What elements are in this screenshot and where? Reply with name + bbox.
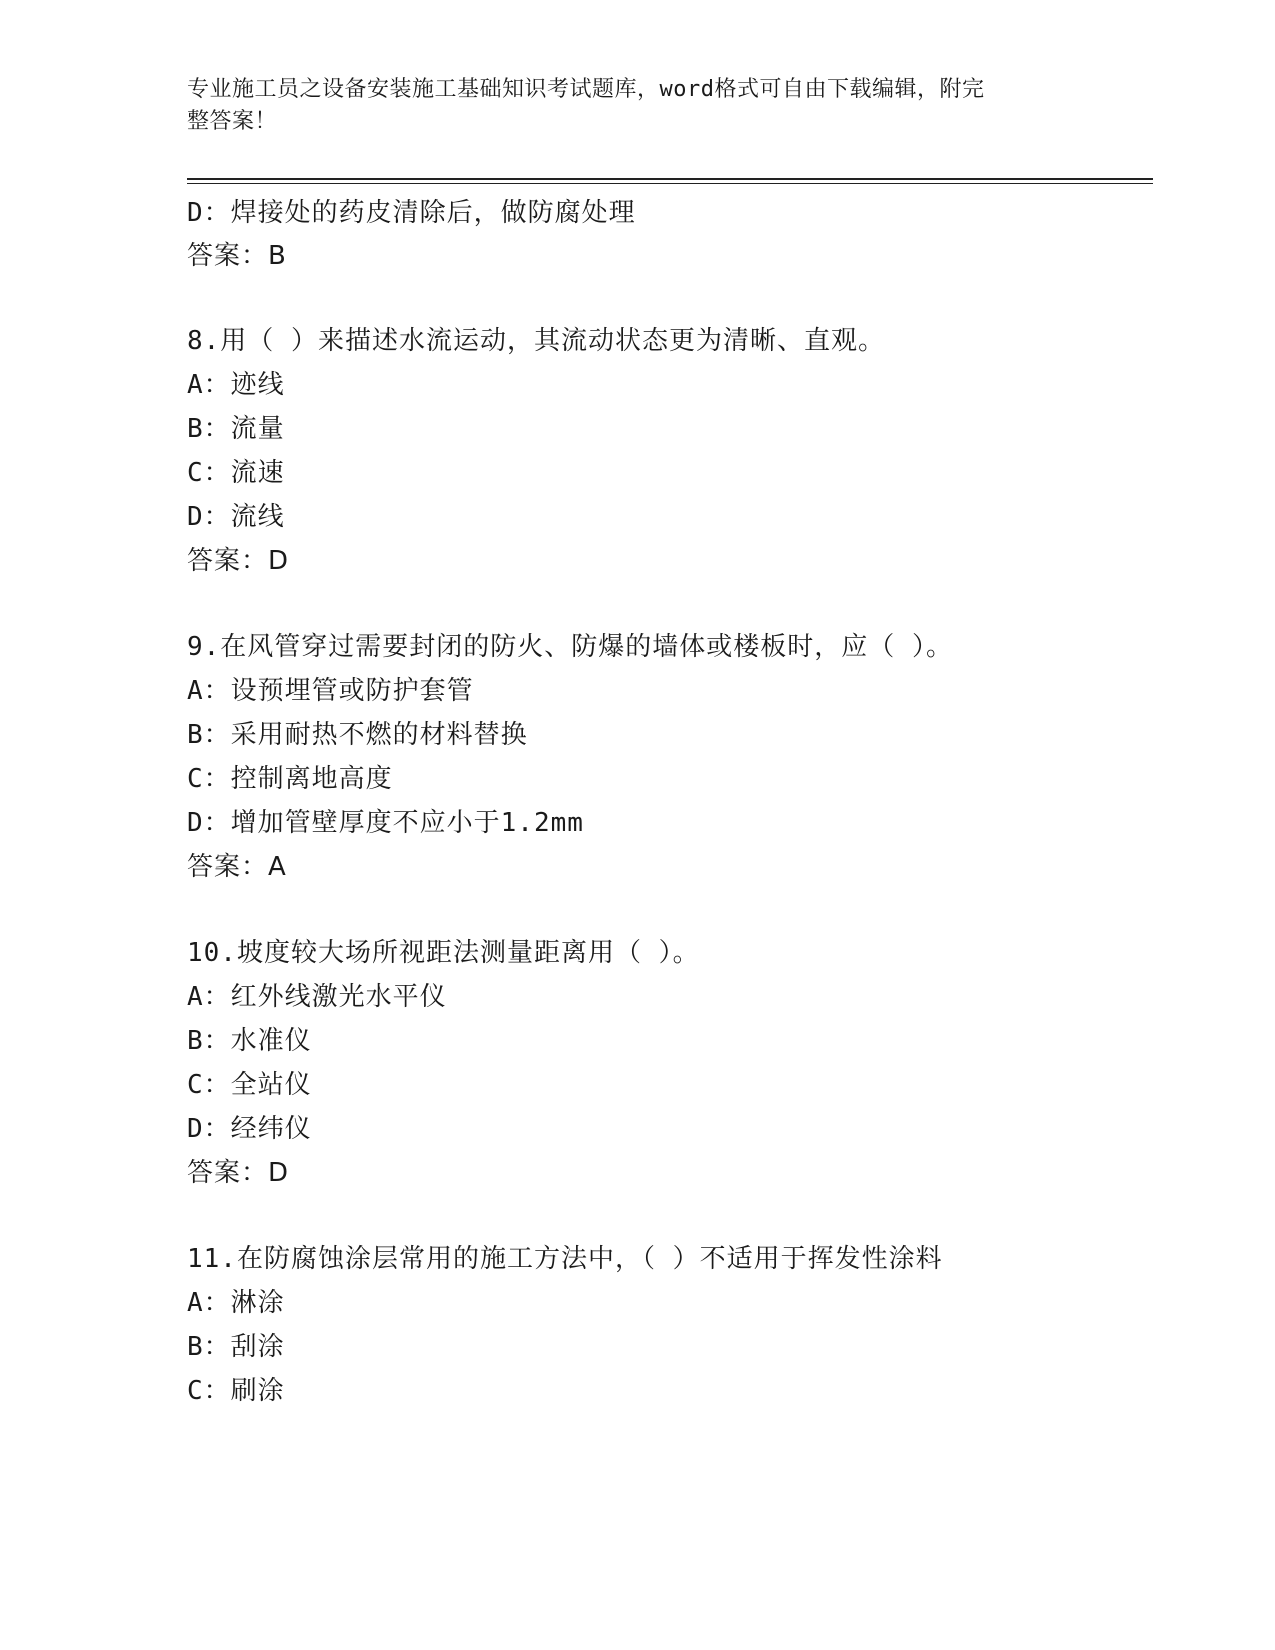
q10-option-b: B：水准仪 xyxy=(187,1026,312,1056)
q10-option-c: C：全站仪 xyxy=(187,1070,312,1100)
q9-option-b: B：采用耐热不燃的材料替换 xyxy=(187,720,528,750)
q11-option-c: C：刷涂 xyxy=(187,1376,285,1406)
header-rule-thin xyxy=(187,183,1153,184)
q9-option-d: D：增加管壁厚度不应小于1.2mm xyxy=(187,808,584,838)
header-rule xyxy=(187,178,1153,180)
q9-answer: 答案：A xyxy=(187,852,287,882)
prev-option-d: D：焊接处的药皮清除后，做防腐处理 xyxy=(187,198,636,228)
q10-option-d: D：经纬仪 xyxy=(187,1114,312,1144)
q8-option-a: A：迹线 xyxy=(187,370,285,400)
q10-option-a: A：红外线激光水平仪 xyxy=(187,982,447,1012)
q10-stem: 10.坡度较大场所视距法测量距离用（ ）。 xyxy=(187,938,700,968)
document-header xyxy=(187,74,1067,138)
q11-option-b: B：刮涂 xyxy=(187,1332,285,1362)
header-line-2: 整答案！ xyxy=(187,109,278,134)
header-line-1: 专业施工员之设备安装施工基础知识考试题库，word格式可自由下载编辑，附完 xyxy=(187,77,985,102)
q8-answer: 答案：D xyxy=(187,546,290,576)
q8-stem: 8.用（ ）来描述水流运动，其流动状态更为清晰、直观。 xyxy=(187,326,885,356)
q9-option-a: A：设预埋管或防护套管 xyxy=(187,676,474,706)
q8-option-c: C：流速 xyxy=(187,458,285,488)
q8-option-d: D：流线 xyxy=(187,502,285,532)
q9-option-c: C：控制离地高度 xyxy=(187,764,393,794)
prev-answer: 答案：B xyxy=(187,241,287,271)
q10-answer: 答案：D xyxy=(187,1158,290,1188)
q9-stem: 9.在风管穿过需要封闭的防火、防爆的墙体或楼板时，应（ ）。 xyxy=(187,632,953,662)
q8-option-b: B：流量 xyxy=(187,414,285,444)
q11-option-a: A：淋涂 xyxy=(187,1288,285,1318)
q11-stem: 11.在防腐蚀涂层常用的施工方法中，（ ）不适用于挥发性涂料 xyxy=(187,1244,943,1274)
